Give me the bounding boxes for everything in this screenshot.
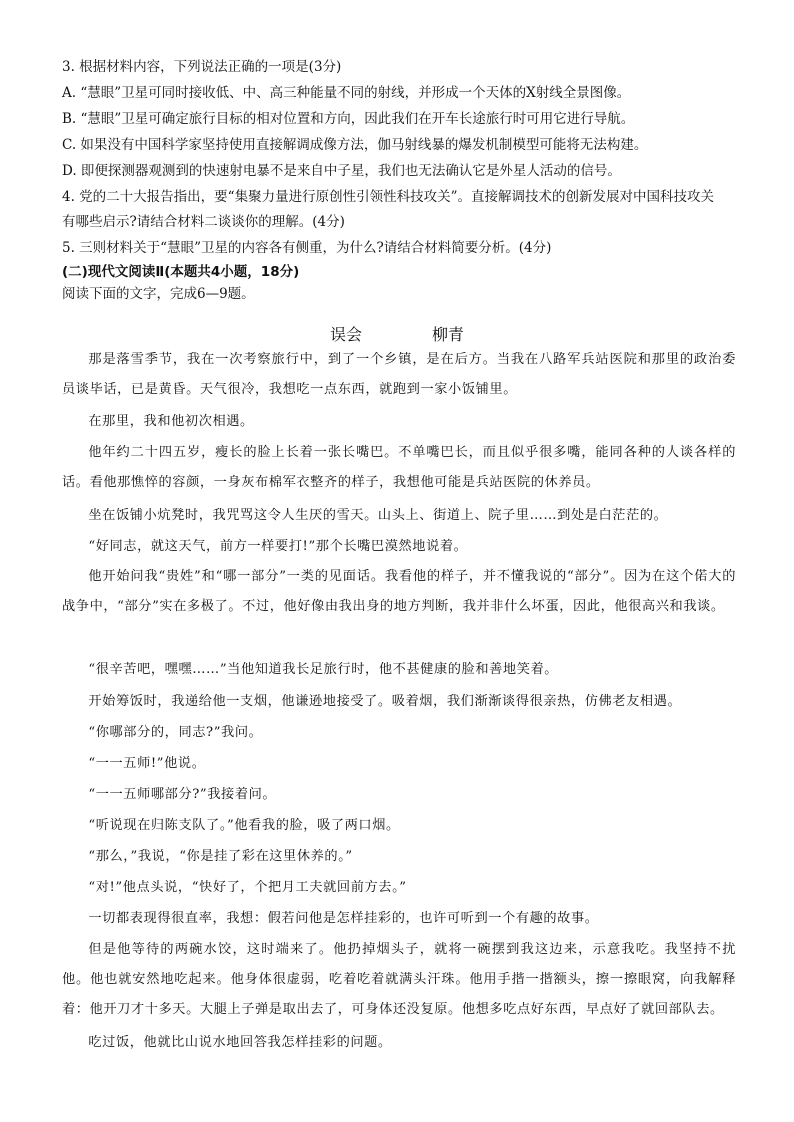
question-3-option-c: C. 如果没有中国科学家坚持使用直接解调成像方法，伽马射线暴的爆发机制模型可能将无法构建。 xyxy=(62,137,648,153)
question-3-stem: 3. 根据材料内容，下列说法正确的一项是(3分) xyxy=(62,59,342,75)
story-paragraph: 在那里，我和他初次相遇。 xyxy=(88,414,254,429)
story-paragraph: 一切都表现得很直率，我想：假若问他是怎样挂彩的，也许可听到一个有趣的故事。 xyxy=(88,911,599,926)
story-paragraph: “好同志，就这天气，前方一样要打!”那个长嘴巴漠然地说着。 xyxy=(88,539,468,554)
story-paragraph: “听说现在归陈支队了。”他看我的脸，吸了两口烟。 xyxy=(88,818,400,833)
question-3-option-a: A. “慧眼”卫星可同时接收低、中、高三种能量不同的射线，并形成一个天体的X射线全景图像。 xyxy=(62,85,631,101)
section-instruction: 阅读下面的文字，完成6—9题。 xyxy=(62,286,255,302)
story-paragraph: “很辛苦吧，嘿嘿……”当他知道我长足旅行时，他不甚健康的脸和善地笑着。 xyxy=(88,662,559,677)
story-author: 柳青 xyxy=(432,325,465,344)
story-paragraph: 吃过饭，他就比山说水地回答我怎样挂彩的问题。 xyxy=(88,1035,392,1050)
question-5: 5. 三则材料关于“慧眼”卫星的内容各有侧重，为什么?请结合材料简要分析。(4分) xyxy=(62,240,552,256)
question-3-option-b: B. “慧眼”卫星可确定旅行目标的相对位置和方向，因此我们在开车长途旅行时可用它进行导航。 xyxy=(62,111,635,127)
story-paragraph: “一一五师哪部分?”我接着问。 xyxy=(88,787,277,802)
story-paragraph: 但是他等待的两碗水饺，这时端来了。他扔掉烟头子，就将一碗摆到我这边来，示意我吃。我坚持不扰他。他也就安然地吃起来。他身体很虚弱，吃着吃着就满头汗珠。他用手揩一揩额头，擦一擦眼窝，向我解释着：他开刀才十多天。大腿上子弹是取出去了，可身体还没复原。他想多吃点好东西，早点好了就回部队去。 xyxy=(62,942,736,1017)
question-4-line-2: 有哪些启示?请结合材料二谈谈你的理解。(4分) xyxy=(62,214,345,230)
story-paragraph: 他开始问我“贵姓”和“哪一部分”一类的见面话。我看他的样子，并不懂我说的“部分”。因为在这个偌大的战争中，“部分”实在多极了。不过，他好像由我出身的地方判断，我并非什么坏蛋，因此，他很高兴和我谈。 xyxy=(62,569,736,614)
question-3-option-d: D. 即便探测器观测到的快速射电暴不是来自中子星，我们也无法确认它是外星人活动的信号。 xyxy=(62,163,621,179)
story-paragraph: “那么，”我说，“你是挂了彩在这里休养的。” xyxy=(88,849,353,864)
story-heading xyxy=(0,324,794,346)
question-4-line-1: 4. 党的二十大报告指出，要“集聚力量进行原创性引领性科技攻关”。直接解调技术的创新发展对中国科技攻关 xyxy=(62,189,714,205)
story-paragraph: 坐在饭铺小炕凳时，我咒骂这令人生厌的雪天。山头上、街道上、院子里……到处是白茫茫的。 xyxy=(88,508,668,523)
story-paragraph: “一一五师!”他说。 xyxy=(88,756,206,771)
story-title: 误会 xyxy=(329,325,362,344)
story-paragraph: 开始筹饭时，我递给他一支烟，他谦逊地接受了。吸着烟，我们渐渐谈得很亲热，仿佛老友相遇。 xyxy=(88,694,682,709)
story-paragraph: 他年约二十四五岁，瘦长的脸上长着一张长嘴巴。不单嘴巴长，而且似乎很多嘴，能同各种的人谈各样的话。看他那憔悴的容颜，一身灰布棉军衣整齐的样子，我想他可能是兵站医院的休养员。 xyxy=(62,445,736,490)
story-paragraph: “对!”他点头说，“快好了，个把月工夫就回前方去。” xyxy=(88,880,407,895)
section-title: (二)现代文阅读Ⅱ(本题共4小题，18分) xyxy=(62,264,300,280)
story-paragraph: “你哪部分的，同志?”我问。 xyxy=(88,725,263,740)
story-paragraph: 那是落雪季节，我在一次考察旅行中，到了一个乡镇，是在后方。当我在八路军兵站医院和那里的政治委员谈毕话，已是黄昏。天气很冷，我想吃一点东西，就跑到一家小饭铺里。 xyxy=(62,352,736,397)
